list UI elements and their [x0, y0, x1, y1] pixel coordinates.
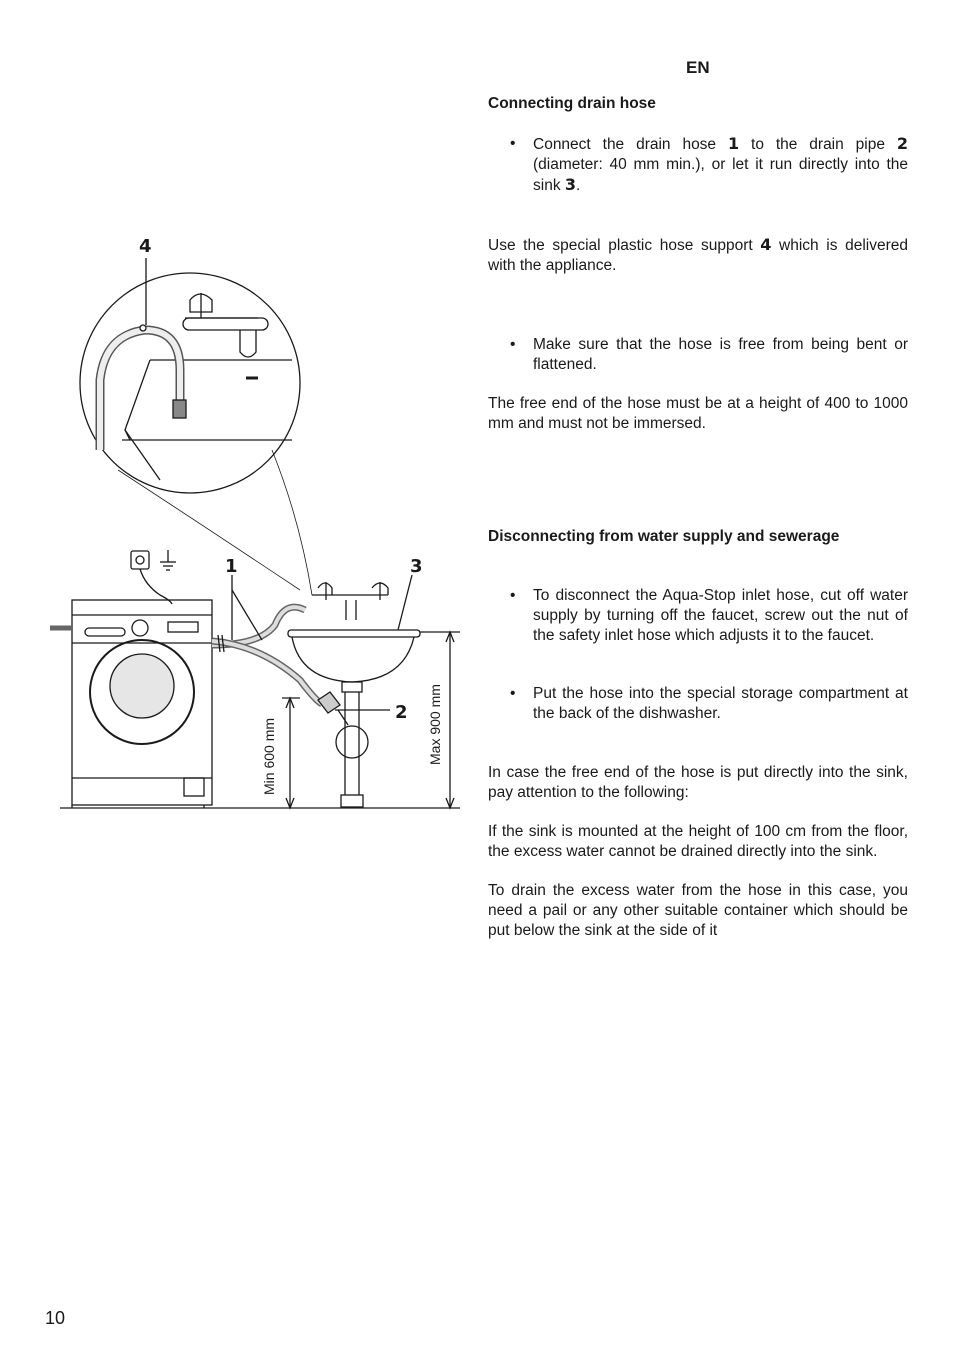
bullet-hose-free: • Make sure that the hose is free from being bent or flattened. — [510, 336, 908, 373]
para-free-end: The free end of the hose must be at a height of 400 to 1000 mm and must not be immersed. — [488, 395, 908, 432]
bullet-storage: • Put the hose into the special storage compartment at the back of the dishwasher. — [510, 685, 908, 722]
section-connecting — [488, 94, 908, 434]
language-code: EN — [686, 58, 710, 77]
figure-label-3: 3 — [410, 556, 423, 577]
connecting-heading: Connecting drain hose — [488, 95, 656, 112]
figure-label-2: 2 — [395, 702, 408, 723]
min-height-label: Min 600 mm — [261, 717, 277, 795]
max-height-label: Max 900 mm — [427, 684, 443, 765]
figure-label-1: 1 — [225, 556, 238, 577]
para-drain-excess: To drain the excess water from the hose in this case, you need a pail or any other suitable container which should be put below the sink at the side of it — [488, 882, 908, 939]
para-hose-support: Use the special plastic hose support 4 which is delivered with the appliance. — [488, 235, 908, 274]
bullet-connect-hose: • Connect the drain hose 1 to the drain pipe 2 (diameter: 40 mm min.), or let it run directly into the sink 3. — [510, 134, 908, 194]
para-sink-height: If the sink is mounted at the height of 100 cm from the floor, the excess water cannot be drained directly into the sink. — [488, 823, 908, 860]
section-disconnecting — [488, 527, 908, 941]
para-free-end-sink: In case the free end of the hose is put directly into the sink, pay attention to the following: — [488, 764, 908, 801]
disconnecting-heading: Disconnecting from water supply and sewerage — [488, 528, 840, 545]
figure-label-4: 4 — [139, 236, 152, 257]
page-number: 10 — [45, 1308, 66, 1328]
bullet-aqua-stop: • To disconnect the Aqua-Stop inlet hose, cut off water supply by turning off the faucet, screw out the nut of the safety inlet hose which adjusts it to the faucet. — [510, 587, 908, 644]
